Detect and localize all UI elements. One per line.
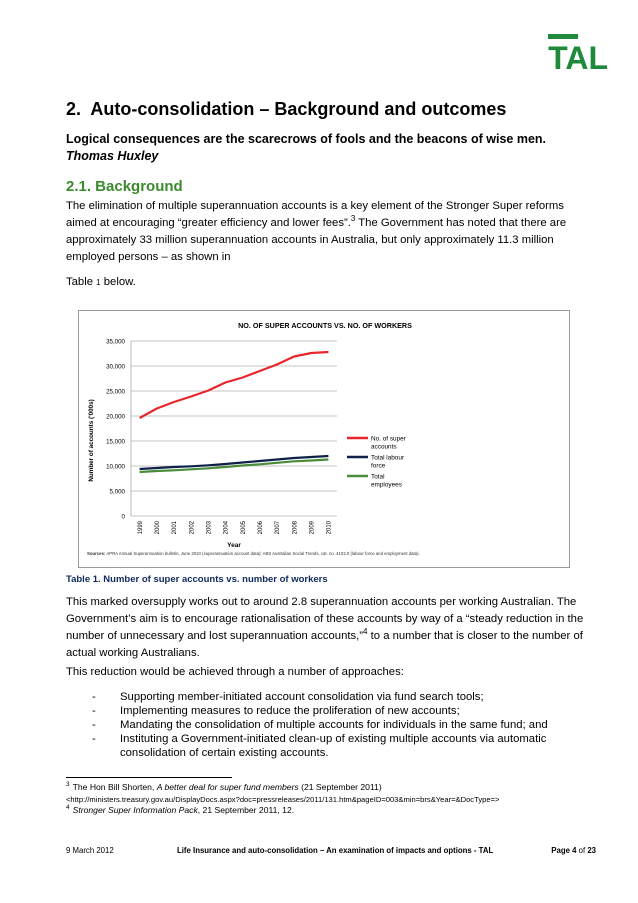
section-number: 2. [66,99,82,119]
background-paragraph [66,198,596,266]
subsection-title: 2.1. Background [66,178,183,195]
x-tick-label: 2004 [223,521,230,535]
footnote-ref-4[interactable]: 4 [363,627,368,637]
bullet-dash: - [92,691,96,703]
footer-page-number [551,846,596,855]
logo-bar [548,34,578,39]
y-tick-label: 0 [121,513,125,521]
legend-label: No. of super [371,435,406,443]
footnote-number: 4 [66,804,70,812]
logo-text: TAL [548,40,608,76]
quote-text: Logical consequences are the scarecrows of fools and the beacons of wise men. [66,132,547,146]
legend-label: force [371,462,386,470]
page-footer [66,846,596,858]
y-tick-label: 25,000 [106,388,125,396]
footer-title: Life Insurance and auto-consolidation – An examination of impacts and options - TAL [177,846,494,855]
y-tick-label: 35,000 [106,338,125,346]
list-item-text: Supporting member-initiated account consolidation via fund search tools; [120,691,484,703]
x-tick-label: 2008 [292,521,299,535]
x-axis-title: Year [227,542,241,549]
x-tick-label: 1999 [137,521,144,535]
footer-page-current: 4 [572,846,577,855]
x-tick-label: 2002 [189,521,196,535]
x-tick-label: 2007 [275,521,282,535]
x-tick-label: 2006 [257,521,264,535]
paragraph3-part1: This marked oversupply works out to around 2.8 superannuation accounts per working Australian. The Government’s aim is to encourage rationalisation of these accounts by way of a “steady reduction in the number of unnecessary and lost superannuation accounts,” [66,596,584,642]
section-title [66,99,586,120]
bullet-dash: - [92,733,96,745]
list-item [92,718,612,732]
y-tick-label: 5,000 [109,488,125,496]
bullet-dash: - [92,705,96,717]
section-title-text: Auto-consolidation – Background and outcomes [90,99,507,119]
footnote-number: 3 [66,781,70,789]
footnote-post: , 21 September 2011, 12. [197,805,295,815]
x-tick-label: 2000 [154,521,161,535]
approaches-list [92,690,612,760]
legend-label: Total [371,473,385,481]
list-item [92,732,612,760]
paragraph1-part1: The elimination of multiple superannuation accounts is a key element of the Stronger Super reforms aimed at encouraging “greater efficiency and lower fees”. [66,200,564,229]
chart-canvas [79,311,571,569]
list-item-text: Mandating the consolidation of multiple accounts for individuals in the same fund; and [120,719,548,731]
table-ref-rest: below. [100,276,136,288]
list-item [92,690,612,704]
y-tick-label: 15,000 [106,438,125,446]
footnote-pre: The Hon Bill Shorten, [72,782,157,792]
footnotes [66,782,611,817]
chart-source-label: Sources: [87,551,106,556]
legend-label: employees [371,481,402,489]
footnote-post: (21 September 2011) [298,782,382,792]
table-ref-number[interactable]: 1 [96,278,101,287]
list-item-text: Implementing measures to reduce the proliferation of new accounts; [120,705,460,717]
y-tick-label: 20,000 [106,413,125,421]
footer-date: 9 March 2012 [66,846,114,855]
footnote-4 [66,805,611,817]
legend-label: accounts [371,443,397,451]
table-reference-paragraph [66,274,596,291]
list-item [92,704,612,718]
table-caption: Table 1. Number of super accounts vs. number of workers [66,574,328,585]
x-tick-label: 2001 [172,521,179,535]
legend-label: Total labour [371,454,405,462]
x-tick-label: 2003 [206,521,213,535]
x-tick-label: 2005 [240,521,247,535]
footnote-title: A better deal for super fund members [156,782,299,792]
list-item-text: Instituting a Government-initiated clean-up of existing multiple accounts via automatic consolidation of certain existing accounts. [120,733,547,759]
chart-title: NO. OF SUPER ACCOUNTS VS. NO. OF WORKERS [238,321,412,330]
footnote-url[interactable]: <http://ministers.treasury.gov.au/DisplayDocs.aspx?doc=pressreleases/2011/131.htm&pageID=003&min=brs&Year=&DocType=> [66,794,500,804]
bullet-dash: - [92,719,96,731]
x-tick-label: 2009 [309,521,316,535]
footer-of: of [578,846,586,855]
y-tick-label: 30,000 [106,363,125,371]
chart-source-note [87,551,557,557]
epigraph-quote [66,131,596,165]
footnote-separator [66,777,232,778]
footer-page-total: 23 [587,846,596,855]
paragraph3-part2: to a number that is closer to the number of actual working Australians. [66,630,583,659]
oversupply-paragraph [66,594,596,662]
chart-source-text: APRA Annual Superannuation bulletin, June 2010 (superannuation account data); ABS Australian Social Trends, cat. no. 4102.0 (labour force and employment data). [105,551,420,556]
footer-page-word: Page [551,846,570,855]
quote-author: Thomas Huxley [66,149,159,163]
x-tick-label: 2010 [326,521,333,535]
y-axis-title: Number of accounts ('000s) [88,399,95,482]
paragraph1-part2: The Government has noted that there are approximately 33 million superannuation accounts in Australia, but only approximately 11.3 million employed persons – as shown in [66,217,567,263]
approaches-intro: This reduction would be achieved through a number of approaches: [66,666,404,678]
series-line [140,352,329,418]
footnote-title: Stronger Super Information Pack [72,805,198,815]
table-ref-word: Table [66,276,94,288]
footnote-3 [66,782,611,805]
tal-logo [548,40,608,77]
y-tick-label: 10,000 [106,463,125,471]
super-accounts-chart [78,310,570,568]
footnote-ref-3[interactable]: 3 [350,214,356,224]
